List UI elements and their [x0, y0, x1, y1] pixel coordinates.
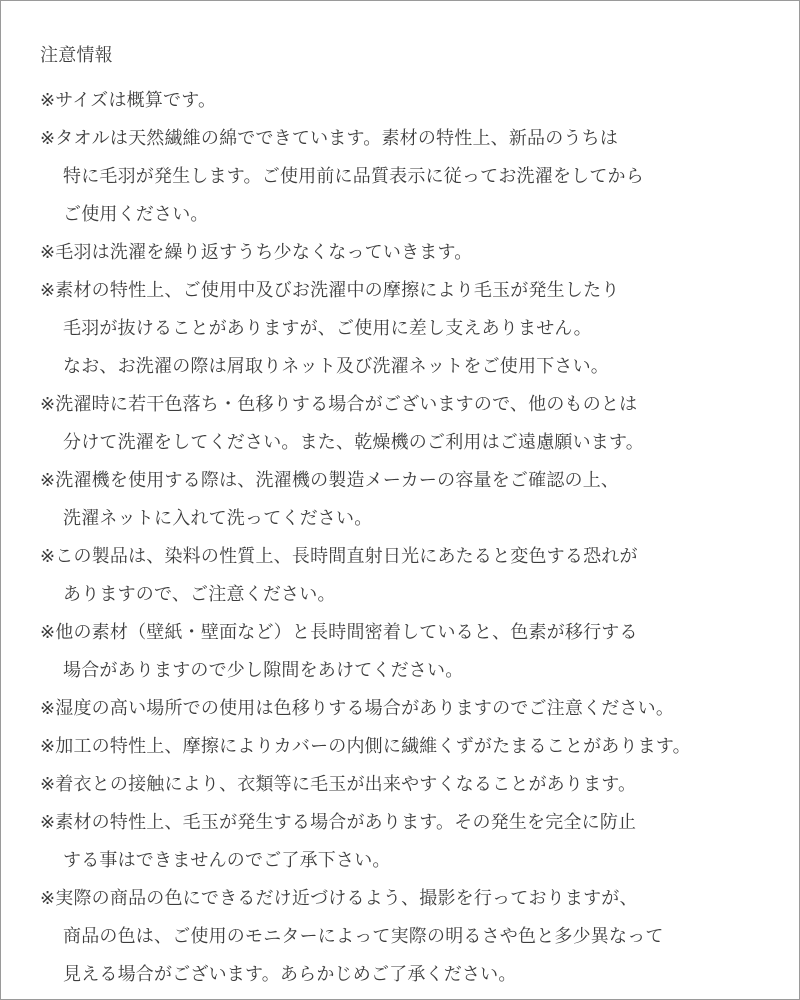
- notice-line: ※着衣との接触により、衣類等に毛玉が出来やすくなることがあります。: [40, 774, 637, 795]
- notice-item: [40, 690, 770, 728]
- notice-item: [40, 462, 770, 538]
- notice-line: ※タオルは天然繊維の綿でできています。素材の特性上、新品のうちは: [40, 128, 619, 149]
- notice-line: 分けて洗濯をしてください。また、乾燥機のご利用はご遠慮願います。: [63, 432, 644, 453]
- notice-item: [40, 614, 770, 690]
- notice-line: 毛羽が抜けることがありますが、ご使用に差し支えありません。: [63, 318, 592, 339]
- notice-item: [40, 538, 770, 614]
- notice-item: [40, 234, 770, 272]
- notice-line: 洗濯ネットに入れて洗ってください。: [63, 508, 373, 529]
- notice-item: [40, 386, 770, 462]
- notice-line: ※湿度の高い場所での使用は色移りする場合がありますのでご注意ください。: [40, 698, 675, 719]
- notice-line: ※毛羽は洗濯を繰り返すうち少なくなっていきます。: [40, 242, 473, 263]
- notice-line: 見える場合がございます。あらかじめご了承ください。: [63, 964, 517, 985]
- notice-line: する事はできませんのでご了承下さい。: [63, 850, 391, 871]
- notice-line: ご使用ください。: [63, 204, 209, 225]
- notice-line: なお、お洗濯の際は屑取りネット及び洗濯ネットをご使用下さい。: [63, 356, 609, 377]
- notice-line: ありますので、ご注意ください。: [63, 584, 336, 605]
- notice-line: 商品の色は、ご使用のモニターによって実際の明るさや色と多少異なって: [63, 926, 664, 947]
- notice-line: ※洗濯時に若干色落ち・色移りする場合がございますので、他のものとは: [40, 394, 638, 415]
- notice-line: 場合がありますので少し隙間をあけてください。: [63, 660, 464, 681]
- notice-item: [40, 120, 770, 234]
- notice-list: [40, 82, 770, 994]
- notice-line: ※実際の商品の色にできるだけ近づけるよう、撮影を行っておりますが、: [40, 888, 638, 909]
- notice-line: ※加工の特性上、摩擦によりカバーの内側に繊維くずがたまることがあります。: [40, 736, 691, 757]
- notice-title: 注意情報: [40, 45, 113, 66]
- notice-line: ※洗濯機を使用する際は、洗濯機の製造メーカーの容量をご確認の上、: [40, 470, 620, 491]
- notice-content: [40, 37, 770, 994]
- notice-line: 特に毛羽が発生します。ご使用前に品質表示に従ってお洗濯をしてから: [63, 166, 644, 187]
- notice-item: [40, 728, 770, 766]
- notice-item: [40, 880, 770, 994]
- notice-item: [40, 82, 770, 120]
- notice-line: ※サイズは概算です。: [40, 90, 217, 111]
- notice-item: [40, 766, 770, 804]
- notice-item: [40, 804, 770, 880]
- notice-line: ※他の素材（壁紙・壁面など）と長時間密着していると、色素が移行する: [40, 622, 638, 643]
- notice-line: ※素材の特性上、ご使用中及びお洗濯中の摩擦により毛玉が発生したり: [40, 280, 620, 301]
- notice-line: ※この製品は、染料の性質上、長時間直射日光にあたると変色する恐れが: [40, 546, 638, 567]
- notice-item: [40, 272, 770, 386]
- notice-line: ※素材の特性上、毛玉が発生する場合があります。その発生を完全に防止: [40, 812, 637, 833]
